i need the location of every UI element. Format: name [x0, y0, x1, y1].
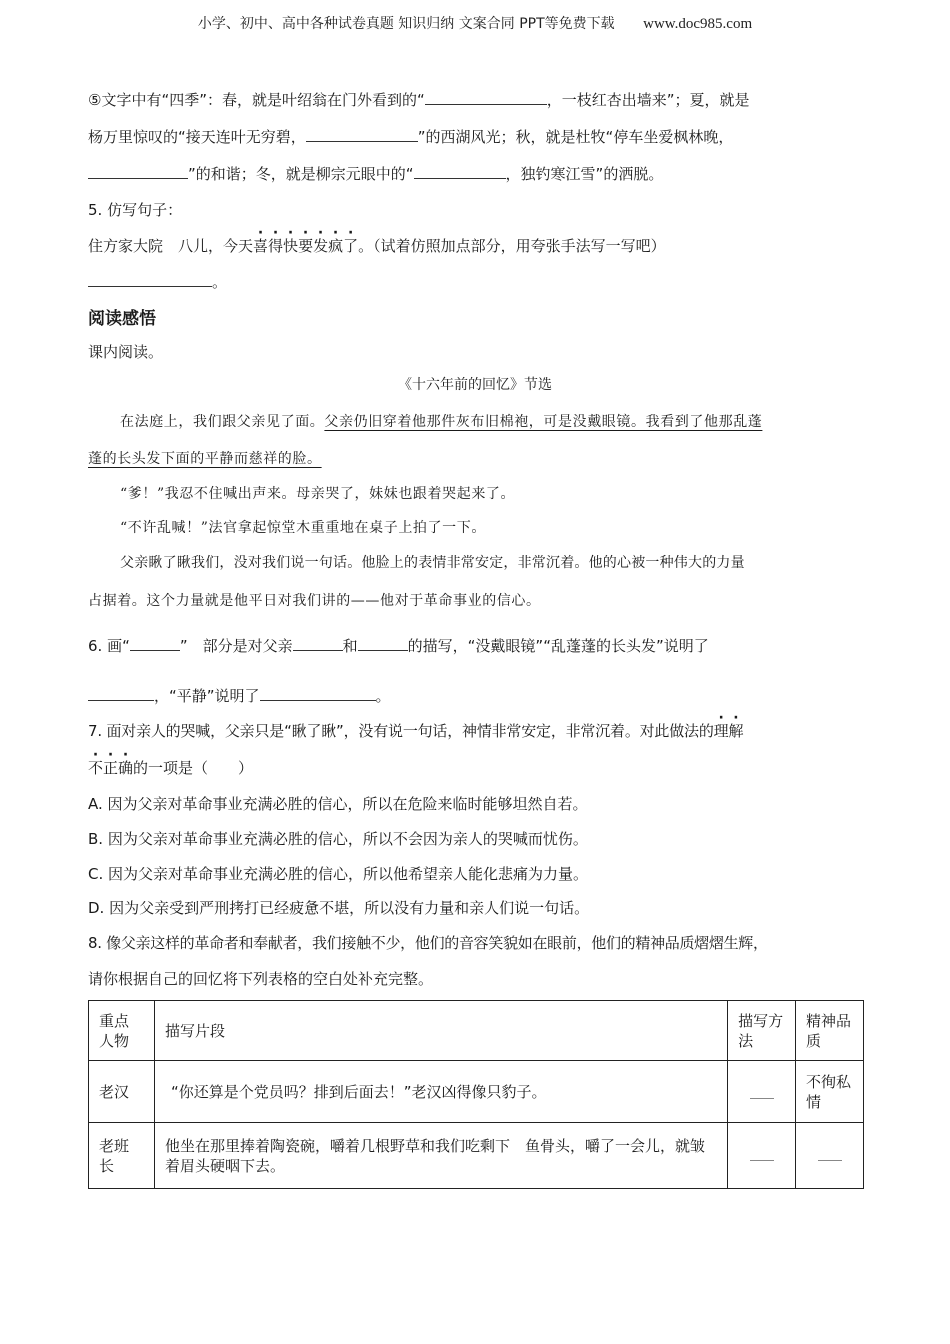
text-cell: 他坐在那里捧着陶瓷碗，嚼着几根野草和我们吃剩下 鱼骨头，嚼了一会儿，就皱着眉头硬咽下去。	[154, 1123, 727, 1189]
q8-line-2: 请你根据自己的回忆将下列表格的空白处补充完整。	[88, 970, 434, 988]
quality-blank-cell[interactable]	[796, 1123, 864, 1189]
method-blank-cell[interactable]	[728, 1061, 796, 1123]
answer-blank[interactable]	[750, 1160, 774, 1161]
passage-p1-line1	[120, 411, 762, 431]
passage-p1-line2	[88, 448, 322, 468]
header-cell: 描写方法	[728, 1001, 796, 1061]
q8-table	[88, 1000, 864, 1189]
passage-text: 在法庭上，我们跟父亲见了面。	[120, 414, 325, 430]
method-blank-cell[interactable]	[728, 1123, 796, 1189]
q6-text: 和	[342, 637, 358, 655]
dotted-char: 确	[118, 759, 134, 777]
answer-blank[interactable]	[414, 164, 506, 179]
q5-sentence	[88, 236, 666, 256]
header-site: www.doc985.com	[643, 16, 753, 32]
passage-p2: “爹！”我忍不住喊出声来。母亲哭了，妹妹也跟着哭起来了。	[120, 486, 516, 502]
passage-p4-line2: 占据着。这个力量就是他平日对我们讲的——他对于革命事业的信心。	[88, 593, 541, 609]
header-cell: 重点人物	[89, 1001, 155, 1061]
q7-option-b[interactable]: B. 因为父亲对革命事业充满必胜的信心，所以不会因为亲人的哭喊而忧伤。	[88, 830, 588, 848]
q4-line-2	[88, 127, 733, 147]
q4-text: ”的西湖风光；秋，就是杜牧“停车坐爱枫林晚，	[417, 128, 734, 146]
answer-blank[interactable]	[88, 686, 154, 701]
q5-text: 。（试着仿照加点部分，用夸张手法写一写吧）	[358, 237, 666, 255]
underlined-text: 蓬的长头发下面的平静而慈祥的脸。	[88, 451, 322, 467]
q5-answer-line	[88, 272, 227, 292]
underlined-text: 父亲仍旧穿着他那件灰布旧棉袍，可是没戴眼镜。我看到了他那乱蓬	[324, 414, 763, 430]
person-cell: 老汉	[89, 1061, 155, 1123]
q4-line-1	[88, 90, 750, 110]
q8-line-1: 8. 像父亲这样的革命者和奉献者，我们接触不少，他们的音容笑貌如在眼前，他们的精神品质熠熠生辉，	[88, 934, 768, 952]
header-cell: 精神品质	[796, 1001, 864, 1061]
answer-blank[interactable]	[425, 90, 547, 105]
q6-text: ” 部分是对父亲	[179, 637, 293, 655]
passage-title: 《十六年前的回忆》节选	[398, 377, 552, 393]
quality-cell: 不徇私情	[796, 1061, 864, 1123]
dotted-char: 疯	[328, 237, 344, 255]
dotted-char: 得	[268, 237, 284, 255]
passage-p3: “不许乱喊！”法官拿起惊堂木重重地在桌子上拍了一下。	[120, 520, 486, 536]
dotted-char: 解	[728, 722, 744, 740]
q4-text: ⑤文字中有“四季”：春，就是叶绍翁在门外看到的“	[88, 91, 425, 109]
q6-text: 。	[375, 687, 391, 705]
q6-text: 6. 画“	[88, 637, 130, 655]
dotted-char: 了	[343, 237, 359, 255]
answer-blank[interactable]	[358, 636, 408, 651]
q4-text: ”的和谐；冬，就是柳宗元眼中的“	[188, 165, 414, 183]
q7-line-1	[88, 721, 743, 741]
dotted-char: 喜	[253, 237, 269, 255]
q5-text: 住方家大院 八儿，今天	[88, 237, 254, 255]
q4-text: 杨万里惊叹的“接天连叶无穷碧，	[88, 128, 306, 146]
q7-text: 的一项是（ ）	[133, 759, 254, 777]
q6-text: 的描写，“没戴眼镜”“乱蓬蓬的长头发”说明了	[407, 637, 709, 655]
dotted-char: 快	[283, 237, 299, 255]
dotted-char: 发	[313, 237, 329, 255]
text-cell: “你还算是个党员吗？排到后面去！”老汉凶得像只豹子。	[154, 1061, 727, 1123]
q6-line-2	[88, 686, 391, 706]
q6-line-1	[88, 636, 709, 656]
answer-blank[interactable]	[260, 686, 376, 701]
page-header	[0, 13, 950, 33]
q7-option-a[interactable]: A. 因为父亲对革命事业充满必胜的信心，所以在危险来临时能够坦然自若。	[88, 795, 588, 813]
q7-text: 7. 面对亲人的哭喊，父亲只是“瞅了瞅”，没有说一句话，神情非常安定，非常沉着。对此做法的	[88, 722, 714, 740]
header-cell: 描写片段	[154, 1001, 727, 1061]
person-cell: 老班长	[89, 1123, 155, 1189]
section-title: 阅读感悟	[88, 309, 156, 329]
q7-option-c[interactable]: C. 因为父亲对革命事业充满必胜的信心，所以他希望亲人能化悲痛为力量。	[88, 865, 589, 883]
table-row	[89, 1123, 864, 1189]
answer-blank[interactable]	[88, 272, 212, 287]
q4-text: ，独钓寒江雪”的洒脱。	[505, 165, 664, 183]
answer-blank[interactable]	[750, 1098, 774, 1099]
q6-text: ，“平静”说明了	[154, 687, 260, 705]
table-row	[89, 1061, 864, 1123]
q5-title: 5. 仿写句子：	[88, 201, 183, 219]
q4-line-3	[88, 164, 663, 184]
q5-text: 。	[212, 273, 228, 291]
answer-blank[interactable]	[88, 164, 188, 179]
dotted-char: 理	[713, 722, 729, 740]
answer-blank[interactable]	[306, 127, 418, 142]
section-intro: 课内阅读。	[88, 343, 164, 361]
answer-blank[interactable]	[293, 636, 343, 651]
q4-text: ，一枝红杏出墙来”；夏，就是	[546, 91, 750, 109]
dotted-char: 不	[88, 759, 104, 777]
answer-blank[interactable]	[818, 1160, 842, 1161]
header-text: 小学、初中、高中各种试卷真题 知识归纳 文案合同 PPT等免费下载	[197, 16, 615, 32]
table-header-row	[89, 1001, 864, 1061]
passage-p4-line1: 父亲瞅了瞅我们，没对我们说一句话。他脸上的表情非常安定，非常沉着。他的心被一种伟大的力量	[120, 555, 745, 571]
dotted-char: 正	[103, 759, 119, 777]
answer-blank[interactable]	[130, 636, 180, 651]
q7-line-2	[88, 758, 253, 778]
q7-option-d[interactable]: D. 因为父亲受到严刑拷打已经疲惫不堪，所以没有力量和亲人们说一句话。	[88, 899, 590, 917]
dotted-char: 要	[298, 237, 314, 255]
